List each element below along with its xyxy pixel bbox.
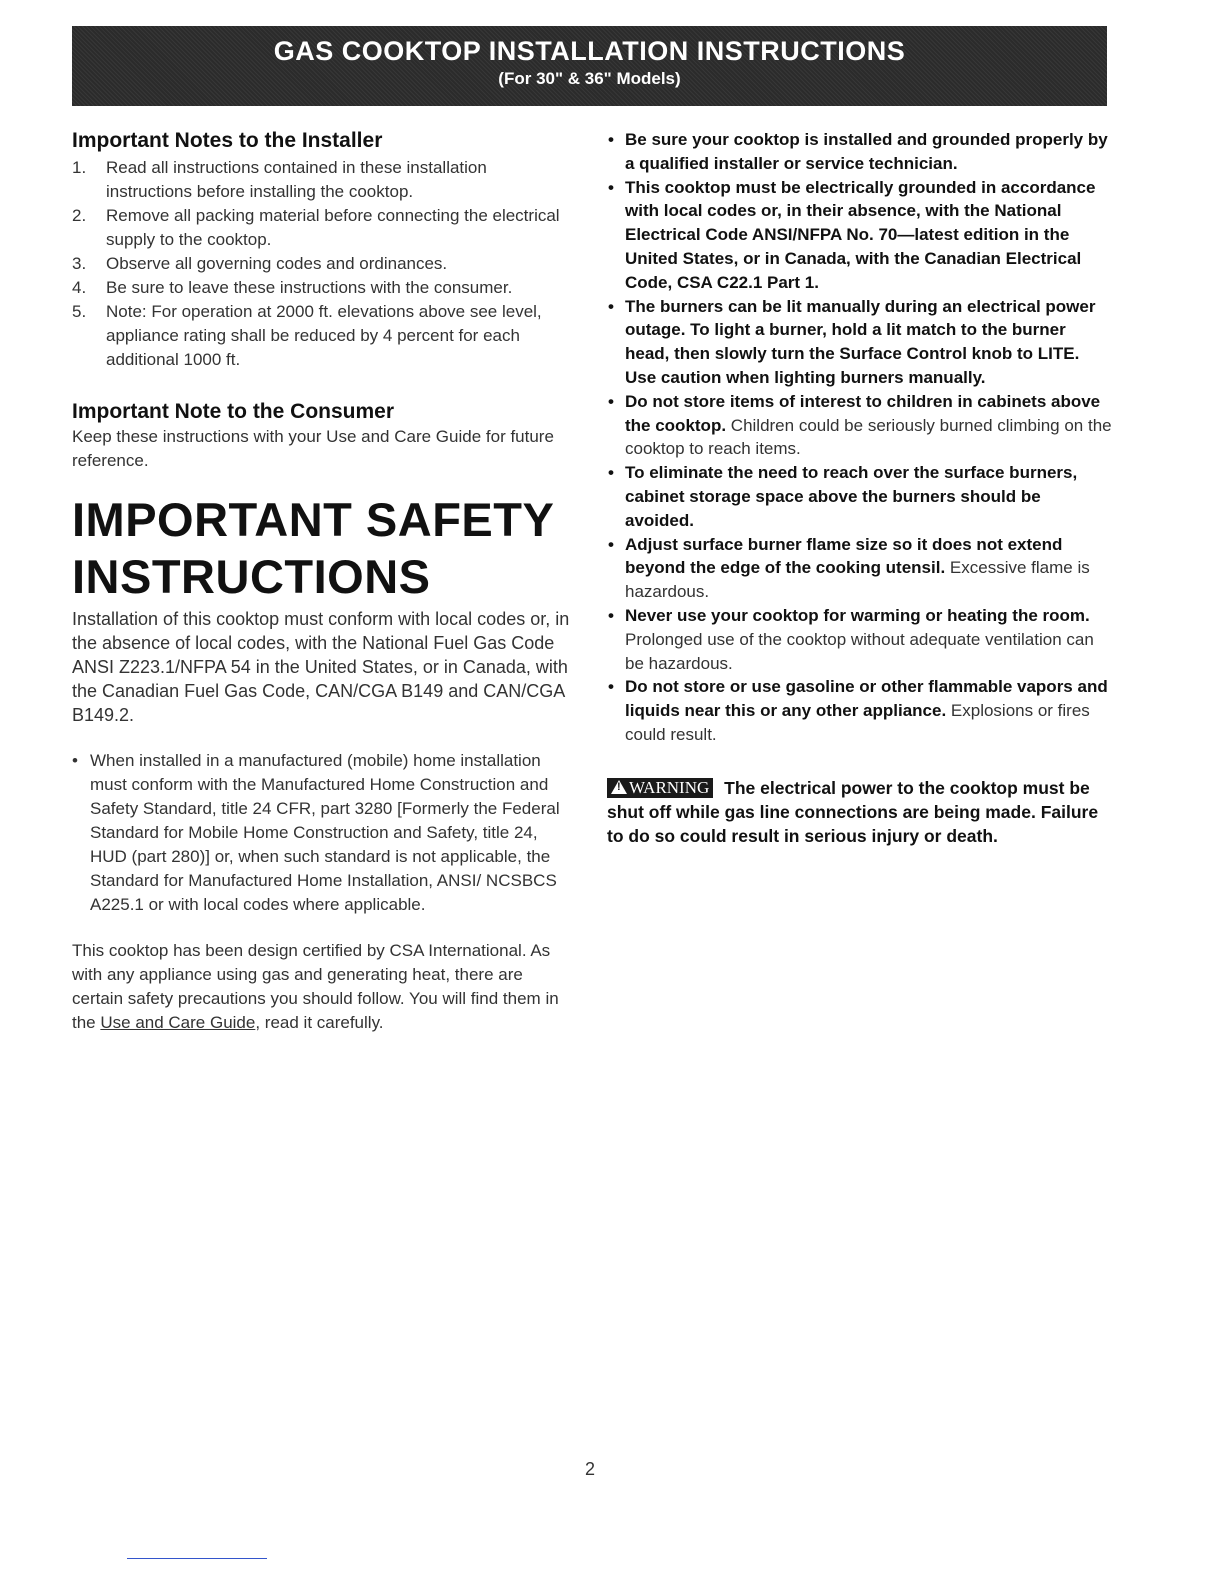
footer-divider [127, 1558, 267, 1559]
item-number: 1. [72, 158, 87, 177]
list-item [607, 128, 1112, 176]
list-item [72, 156, 572, 204]
list-item [72, 749, 572, 917]
warning-text: The electrical power to the cooktop must be shut off while gas line connections are being made. Failure to do so could result in serious injury or death. [607, 777, 1099, 846]
right-column [607, 128, 1112, 848]
list-item [607, 604, 1112, 675]
bullet-bold-text: The burners can be lit manually during an electrical power outage. To light a burner, hold a lit match to the burner head, then slowly turn the Surface Control knob to LITE. Use caution when lighting burners manually. [625, 296, 1096, 387]
bullet-text: Prolonged use of the cooktop without adequate ventilation can be hazardous. [625, 629, 1094, 673]
item-number: 2. [72, 206, 87, 225]
list-item [72, 204, 572, 252]
item-number: 5. [72, 302, 87, 321]
bullet-bold-text: Adjust surface burner flame size so it does not extend beyond the edge of the cooking utensil. [625, 534, 1063, 578]
bullet-bold-text: Be sure your cooktop is installed and grounded properly by a qualified installer or service technician. [625, 130, 1108, 173]
item-number: 4. [72, 278, 87, 297]
bullet-bold-text: This cooktop must be electrically grounded in accordance with local codes or, in their absence, with the National Electrical Code ANSI/NFPA No. 70—latest edition in the United States, or in Canada, with the Canadian Electrical Code, CSA C22.1 Part 1. [625, 177, 1096, 292]
safety-title: IMPORTANT SAFETY INSTRUCTIONS [72, 493, 554, 603]
warning-badge [607, 778, 713, 798]
bullet-text: Excessive flame is hazardous. [625, 558, 1090, 602]
bullet-bold-text: Do not store or use gasoline or other flammable vapors and liquids near this or any other appliance. [625, 677, 1108, 721]
page-number: 2 [584, 1459, 595, 1479]
installer-notes-list [72, 156, 572, 372]
item-text: Observe all governing codes and ordinances. [106, 254, 448, 273]
list-item [607, 461, 1112, 532]
bullet-text: When installed in a manufactured (mobile) home installation must conform with the Manufactured Home Construction and Safety Standard, title 24 CFR, part 3280 [Formerly the Federal Standard for Mobile Home Construction and Safety, title 24, HUD (part 280)] or, when such standard is not applicable, the Standard for Manufactured Home Installation, ANSI/ NCSBCS A225.1 or with local codes where applicable. [90, 751, 560, 914]
document-subtitle: (For 30" & 36" Models) [498, 69, 681, 88]
cert-text: This cooktop has been design certified by CSA International. As with any appliance using gas and generating heat, there are certain safety precautions you should follow. You will find them in the [72, 941, 559, 1032]
item-text: Read all instructions contained in these installation instructions before installing the cooktop. [106, 158, 487, 201]
item-text: Remove all packing material before connecting the electrical supply to the cooktop. [106, 206, 560, 249]
item-text: Be sure to leave these instructions with the consumer. [106, 278, 513, 297]
list-item [607, 533, 1112, 604]
bullet-text: Explosions or fires could result. [625, 701, 1090, 744]
bullet-bold-text: Never use your cooktop for warming or heating the room. [625, 605, 1090, 625]
item-text: Note: For operation at 2000 ft. elevations above see level, appliance rating shall be reduced by 4 percent for each additional 1000 ft. [106, 302, 542, 369]
bullet-bold-text: To eliminate the need to reach over the surface burners, cabinet storage space above the burners should be avoided. [625, 463, 1078, 530]
certification-paragraph [72, 939, 572, 1035]
list-item [72, 276, 572, 300]
warning-block [607, 776, 1112, 848]
safety-intro: Installation of this cooktop must conform with local codes or, in the absence of local codes, with the National Fuel Gas Code ANSI Z223.1/NFPA 54 in the United States, or in Canada, with the Canadian Fuel Gas Code, CAN/CGA B149 and CAN/CGA B149.2. [72, 609, 570, 725]
consumer-note-text: Keep these instructions with your Use and Care Guide for future reference. [72, 427, 554, 470]
list-item [607, 390, 1112, 461]
warning-label: WARNING [629, 777, 710, 797]
cert-text-end: , read it carefully. [255, 1013, 384, 1032]
document-title: GAS COOKTOP INSTALLATION INSTRUCTIONS [273, 36, 906, 66]
mobile-home-bullet-list [72, 749, 572, 917]
installer-notes-heading: Important Notes to the Installer [72, 129, 383, 152]
bullet-bold-text: Do not store items of interest to children in cabinets above the cooktop. [625, 391, 1101, 435]
list-item [607, 295, 1112, 390]
header-banner [72, 26, 1107, 106]
use-and-care-guide-link[interactable]: Use and Care Guide [100, 1013, 256, 1032]
safety-bullet-list [607, 128, 1112, 747]
item-number: 3. [72, 254, 87, 273]
list-item [607, 675, 1112, 746]
left-column [72, 128, 572, 1035]
list-item [607, 176, 1112, 295]
list-item [72, 300, 572, 372]
list-item [72, 252, 572, 276]
consumer-note-heading: Important Note to the Consumer [72, 400, 395, 423]
warning-triangle-icon: ! [611, 780, 627, 794]
bullet-text: Children could be seriously burned climbing on the cooktop to reach items. [625, 415, 1112, 459]
